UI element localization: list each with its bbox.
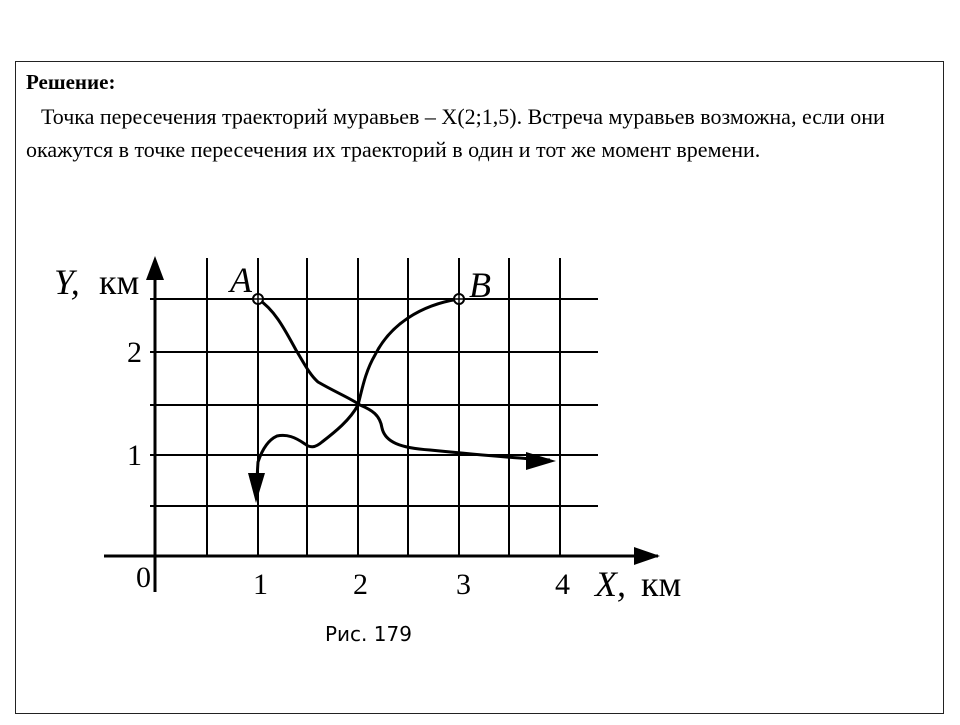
- x-axis-unit: км: [641, 564, 682, 604]
- figure-caption: Рис. 179: [325, 622, 412, 646]
- x-tick-label: 1: [253, 568, 268, 601]
- point-a-label: A: [230, 260, 252, 300]
- trajectory-b-arrow-icon: [248, 473, 265, 503]
- x-axis-arrow-icon: [634, 547, 660, 565]
- y-axis-unit: км: [99, 262, 140, 302]
- solution-heading: Решение:: [26, 70, 116, 94]
- x-tick-label: 2: [353, 568, 368, 601]
- grid: [150, 258, 598, 556]
- trajectory-a: [258, 299, 550, 460]
- solution-paragraph: Точка пересечения траекторий муравьев – X(2;1,5). Встреча муравьев возможна, если они окажутся в точке пересечения их траекторий в один и тот же момент времени.: [26, 104, 885, 162]
- y-axis-arrow-icon: [146, 256, 164, 280]
- y-tick-label: 2: [127, 336, 142, 369]
- x-tick-label: 3: [456, 568, 471, 601]
- x-axis-variable: X,: [595, 564, 626, 604]
- origin-label: 0: [136, 561, 151, 594]
- y-axis-variable: Y,: [54, 262, 80, 302]
- point-b-label: B: [469, 265, 491, 305]
- x-tick-label: 4: [555, 568, 570, 601]
- y-tick-label: 1: [127, 439, 142, 472]
